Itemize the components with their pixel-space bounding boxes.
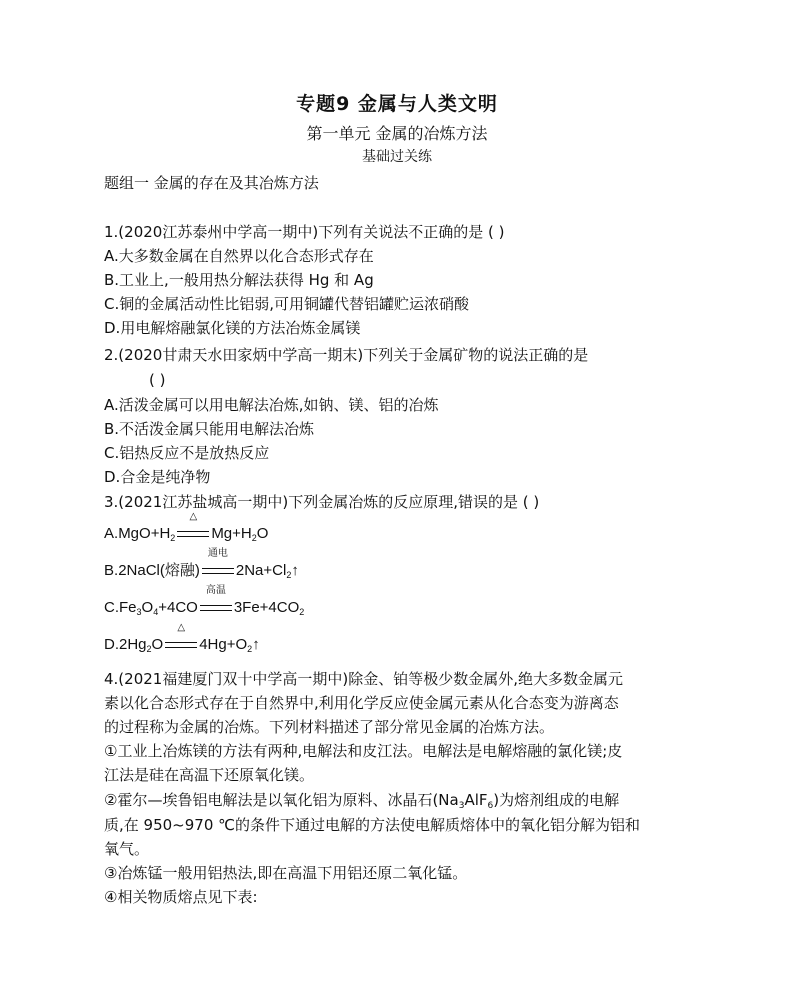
q3-option-b: B.2NaCl(熔融) 通电 $2Na+Cl_2↑$ [104, 548, 299, 580]
page-title: 专题9 金属与人类文明 [296, 93, 498, 115]
q4-line-3: 的过程称为金属的冶炼。下列材料描述了部分常见金属的冶炼方法。 [104, 718, 555, 736]
condition-label: △ [189, 511, 198, 522]
subscript: 2 [251, 533, 257, 543]
q1-stem: 1.(2020江苏泰州中学高一期中)下列有关说法不正确的是 ( ) [104, 223, 505, 241]
q3-stem: 3.(2021江苏盐城高一期中)下列金属冶炼的反应原理,错误的是 ( ) [104, 493, 540, 511]
q1-option-c: C.铜的金属活动性比铝弱,可用铜罐代替铝罐贮运浓硝酸 [104, 295, 470, 313]
condition-arrow [175, 511, 211, 544]
q2-stem: 2.(2020甘肃天水田家炳中学高一期末)下列关于金属矿物的说法正确的是 [104, 346, 589, 364]
q4-line-10: ④相关物质熔点见下表: [104, 888, 258, 906]
q4-line-9: ③冶炼锰一般用铝热法,即在高温下用铝还原二氧化锰。 [104, 864, 468, 882]
q4-line-4: ①工业上冶炼镁的方法有两种,电解法和皮江法。电解法是电解熔融的氯化镁;皮 [104, 742, 623, 760]
reactants: 2NaCl(熔融) [118, 562, 200, 579]
q2-option-a: A.活泼金属可以用电解法冶炼,如钠、镁、铝的冶炼 [104, 396, 439, 414]
section-subtitle: 基础过关练 [362, 149, 432, 165]
q1-option-a: A.大多数金属在自然界以化合态形式存在 [104, 247, 374, 265]
products: 4Hg+O [199, 636, 248, 653]
q2-answer-paren: ( ) [149, 371, 166, 389]
condition-arrow [163, 622, 199, 655]
q4-line-6: ②霍尔—埃鲁铝电解法是以氧化铝为原料、冰晶石$(Na_3AlF_6)$为熔剂组成的电解 [104, 791, 620, 811]
condition-label: 通电 [207, 548, 228, 559]
q4-line-2: 素以化合态形式存在于自然界中,利用化学反应使金属元素从化合态变为游离态 [104, 694, 619, 712]
reactants: MgO+H [118, 525, 171, 542]
q2-option-c: C.铝热反应不是放热反应 [104, 444, 270, 462]
option-letter: A. [104, 525, 119, 542]
products: 2Na+Cl [235, 562, 287, 579]
q4-line-8: 氧气。 [104, 840, 150, 858]
q3-option-c: $C.Fe_3O_4+4CO$ 高温 $3Fe+4CO_2$ [104, 585, 305, 617]
condition-label: △ [177, 622, 186, 633]
q3-option-a: $A.MgO+H_2$ △ $Mg+H_2O$ [104, 511, 269, 543]
products: 3Fe+4CO [233, 599, 300, 616]
condition-arrow [198, 585, 234, 618]
q1-option-b: B.工业上,一般用热分解法获得 Hg 和 Ag [104, 271, 374, 289]
q2-option-d: D.合金是纯净物 [104, 468, 211, 486]
q2-option-b: B.不活泼金属只能用电解法冶炼 [104, 420, 315, 438]
unit-heading: 第一单元 金属的冶炼方法 [306, 124, 488, 143]
q4-line-5: 江法是硅在高温下还原氧化镁。 [104, 766, 315, 784]
condition-arrow [200, 548, 236, 581]
q3-option-d: $D.2Hg_2O$ △ $4Hg+O_2↑$ [104, 622, 260, 654]
products: Mg+H [211, 525, 252, 542]
condition-label: 高温 [205, 585, 226, 596]
option-letter: D. [104, 636, 119, 653]
q4-line-1: 4.(2021福建厦门双十中学高一期中)除金、铂等极少数金属外,绝大多数金属元 [104, 670, 623, 688]
q1-option-d: D.用电解熔融氯化镁的方法冶炼金属镁 [104, 319, 361, 337]
q4-line-7: 质,在 950~970 ℃的条件下通过电解的方法使电解质熔体中的氧化铝分解为铝和 [104, 816, 640, 834]
reactants: 2Hg [119, 636, 147, 653]
reactants: Fe [119, 599, 137, 616]
option-letter: C. [104, 599, 119, 616]
subscript: 2 [170, 533, 176, 543]
option-letter: B. [104, 562, 119, 579]
subscript: 2 [286, 570, 292, 580]
group-heading: 题组一 金属的存在及其冶炼方法 [104, 174, 319, 192]
